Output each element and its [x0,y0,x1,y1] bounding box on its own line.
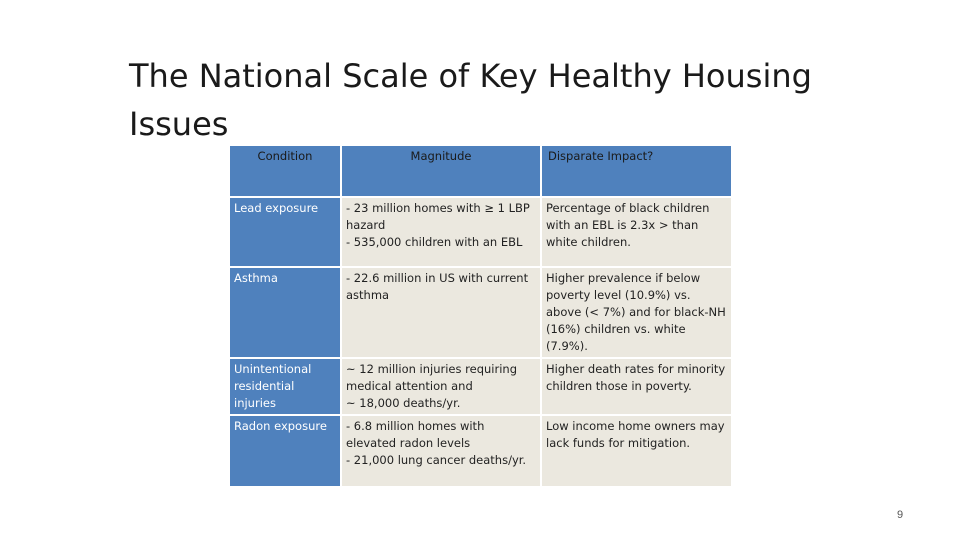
table-row [229,267,732,358]
impact-cell: Percentage of black children with an EBL is 2.3x > than white children. [541,197,732,267]
health-issues-table [228,144,733,488]
table-row [229,415,732,487]
slide-title: The National Scale of Key Healthy Housing Issues [129,57,812,143]
impact-cell: Higher prevalence if below poverty level (10.9%) vs. above (< 7%) and for black-NH (16%) children vs. white (7.9%). [541,267,732,358]
header-magnitude: Magnitude [341,145,541,197]
condition-cell: Lead exposure [229,197,341,267]
magnitude-line: - 22.6 million in US with current asthma [346,271,529,302]
magnitude-line: - 6.8 million homes with elevated radon levels [346,419,485,450]
impact-cell: Higher death rates for minority children those in poverty. [541,358,732,415]
table-row [229,197,732,267]
table-header-row [229,145,732,197]
magnitude-cell [341,197,541,267]
header-condition: Condition [229,145,341,197]
magnitude-line: - 535,000 children with an EBL [346,235,523,249]
magnitude-line: - 21,000 lung cancer deaths/yr. [346,453,527,467]
magnitude-cell [341,267,541,358]
magnitude-cell [341,415,541,487]
condition-cell: Unintentional residential injuries [229,358,341,415]
magnitude-line: ~ 18,000 deaths/yr. [346,396,461,410]
table-row [229,358,732,415]
magnitude-line: - 23 million homes with ≥ 1 LBP hazard [346,201,530,232]
health-issues-table-container [228,144,731,474]
page-number: 9 [896,509,904,521]
magnitude-cell [341,358,541,415]
impact-cell: Low income home owners may lack funds for mitigation. [541,415,732,487]
magnitude-line: ~ 12 million injuries requiring medical attention and [346,362,518,393]
condition-cell: Asthma [229,267,341,358]
header-disparate-impact: Disparate Impact? [541,145,732,197]
condition-cell: Radon exposure [229,415,341,487]
